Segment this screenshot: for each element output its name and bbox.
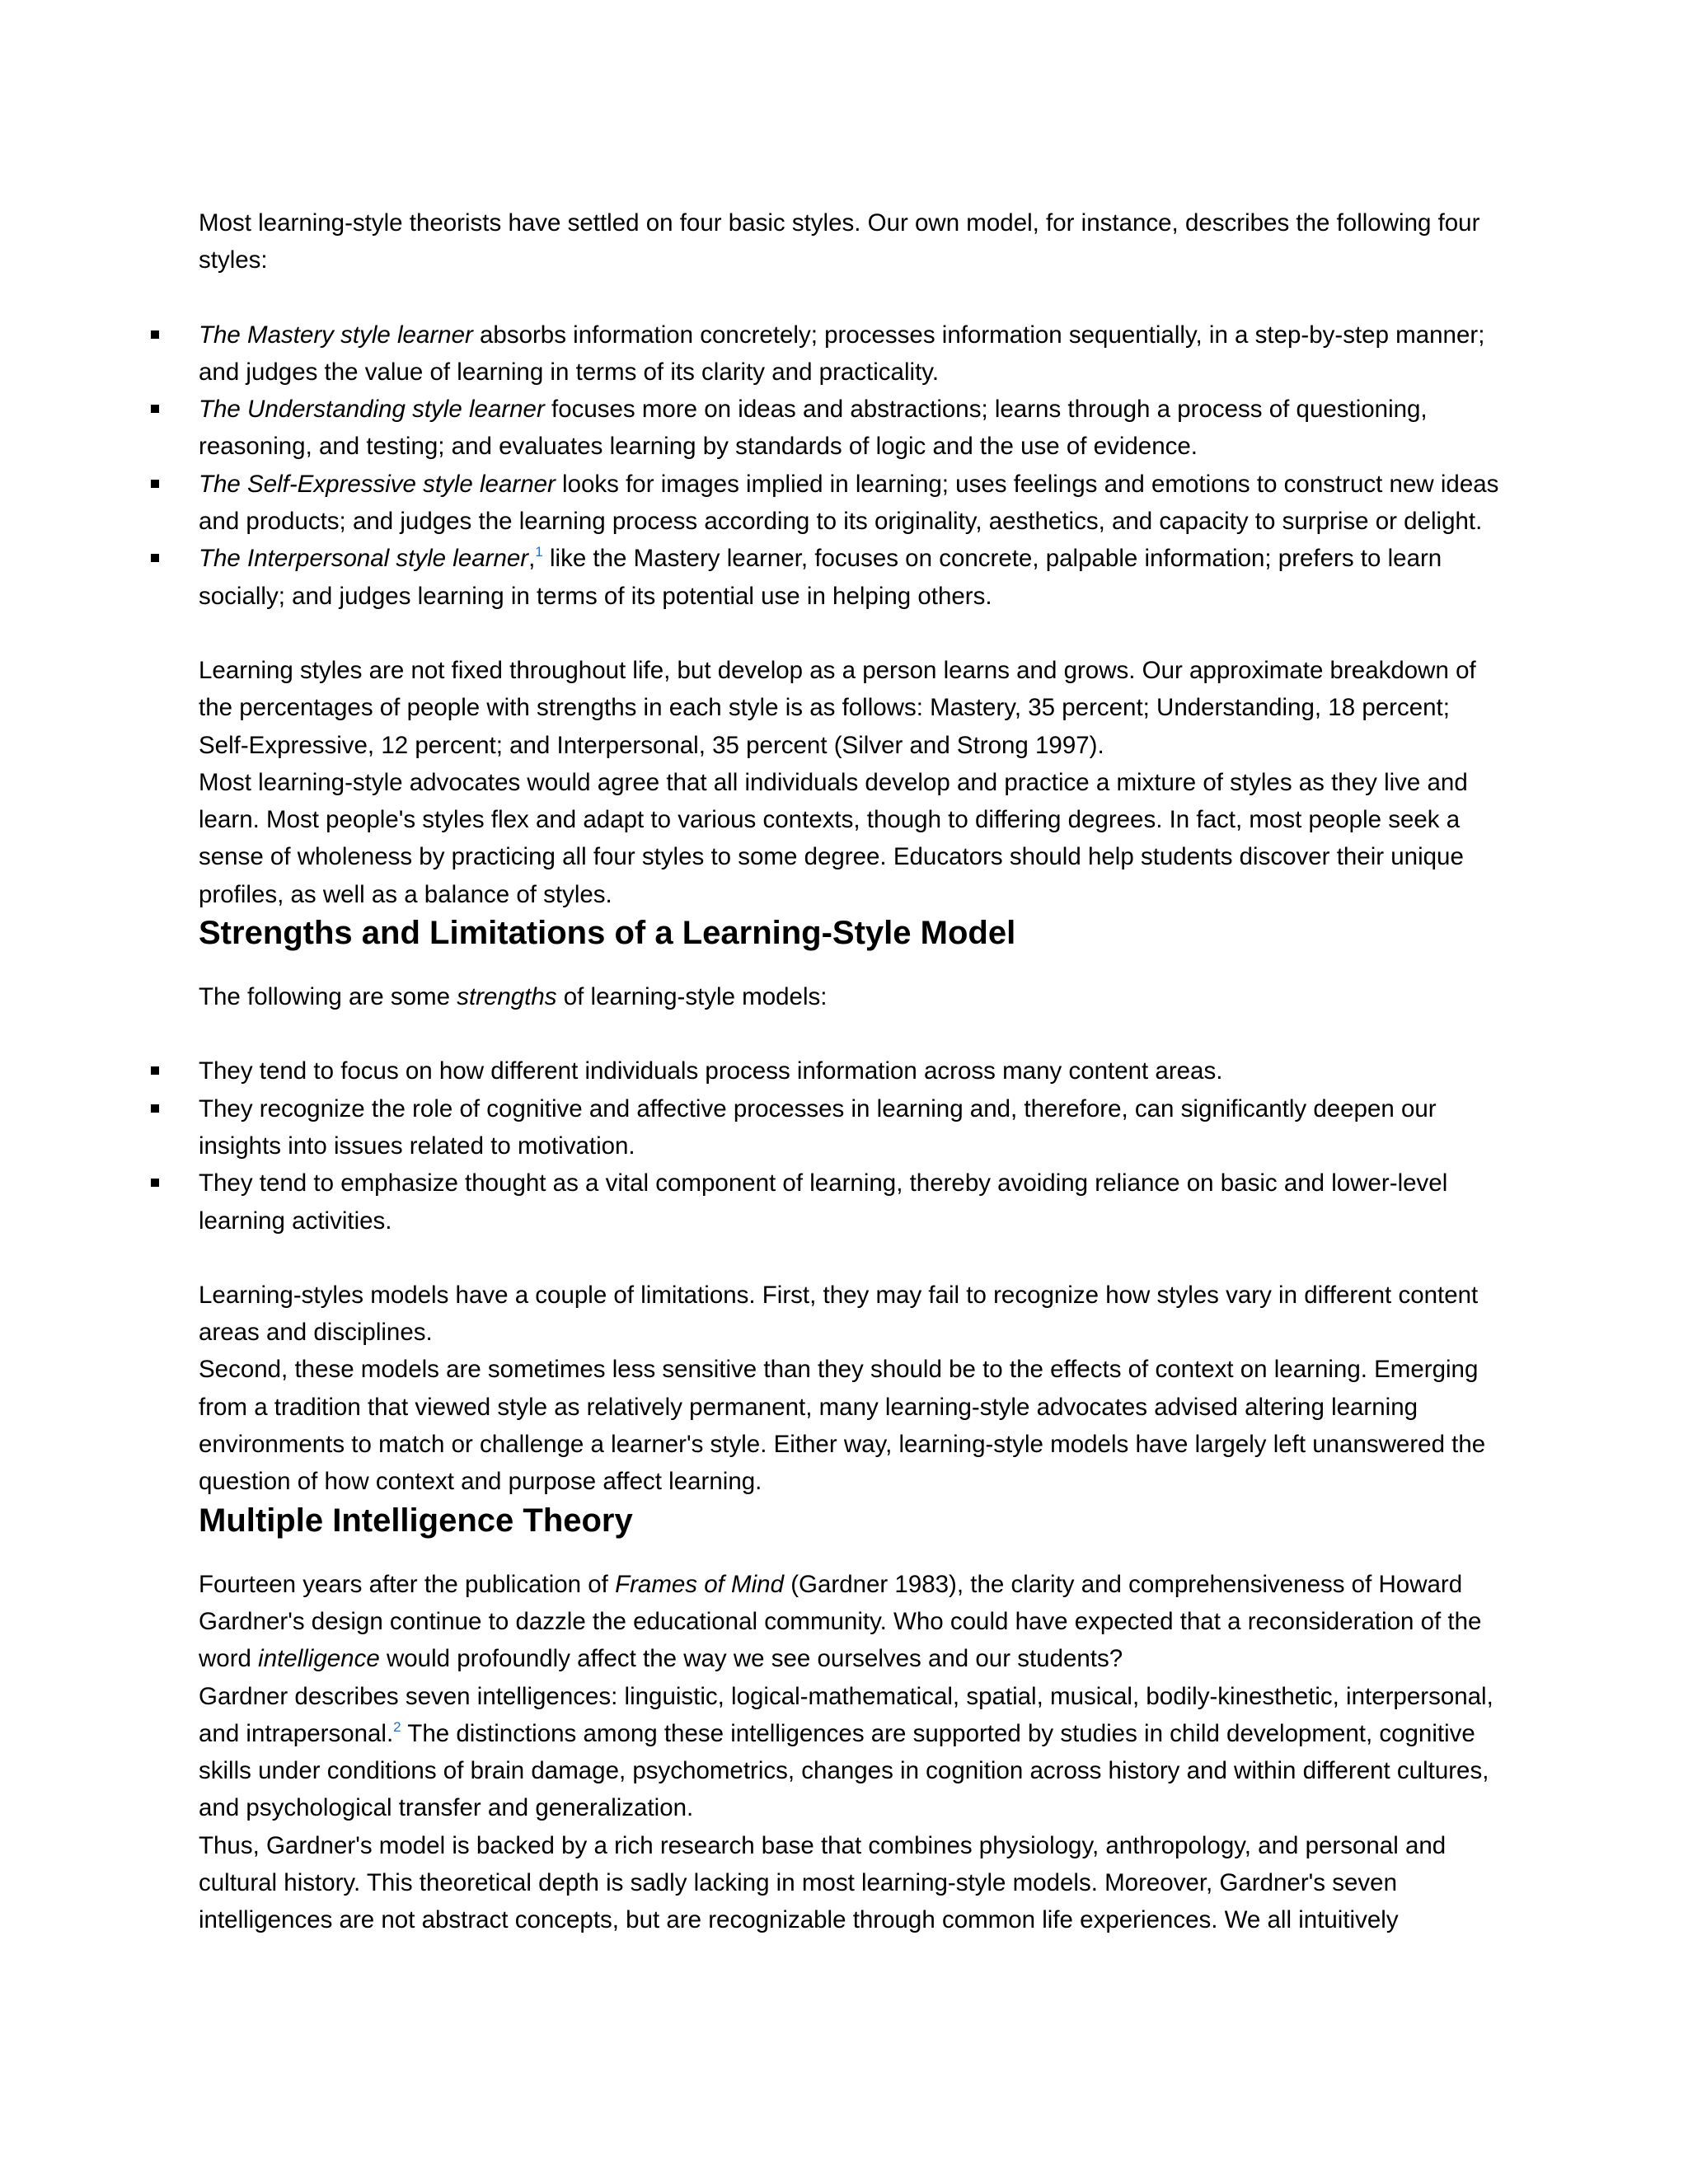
square-bullet-icon	[151, 480, 159, 488]
square-bullet-icon	[151, 405, 159, 413]
section-heading-strengths: Strengths and Limitations of a Learning-Style Model	[199, 915, 1016, 952]
list-item: The Mastery style learner absorbs information concretely; processes information sequentially, in a step-by-step manner; and judges the value of learning in terms of its clarity and practicality.	[199, 316, 1501, 391]
styles-list	[199, 316, 1501, 615]
limitations-paragraph: Learning-styles models have a couple of limitations. First, they may fail to recognize how styles vary in different content areas and disciplines.	[199, 1281, 1479, 1347]
style-term: The Mastery style learner	[199, 321, 473, 349]
footnote-link-2[interactable]: 2	[393, 1718, 401, 1735]
style-term: The Self-Expressive style learner	[199, 470, 556, 498]
document-body	[199, 204, 1501, 1939]
list-item: The Self-Expressive style learner looks for images implied in learning; uses feelings and emotions to construct new ideas and products; and judges the learning process according to its originality, aesthetics, and capacity to surprise or delight.	[199, 466, 1501, 541]
square-bullet-icon	[151, 554, 159, 562]
list-item: They recognize the role of cognitive and affective processes in learning and, therefore, can significantly deepen our insights into issues related to motivation.	[199, 1090, 1501, 1165]
square-bullet-icon	[151, 1179, 159, 1187]
mi-paragraph-1: Fourteen years after the publication of Frames of Mind (Gardner 1983), the clarity and comprehensiveness of Howard Gardner's design continue to dazzle the educational community. Who could have expected that a reconsideration of the word intelligence would profoundly affect the way we see ourselves and our students?	[199, 1570, 1482, 1673]
list-item: They tend to focus on how different individuals process information across many content areas.	[199, 1052, 1501, 1090]
mixture-paragraph: Most learning-style advocates would agree that all individuals develop and practice a mixture of styles as they live and learn. Most people's styles flex and adapt to various contexts, though to differing degrees. In fact, most people seek a sense of wholeness by practicing all four styles to some degree. Educators should help students discover their unique profiles, as well as a balance of styles.	[199, 768, 1468, 908]
mi-paragraph-3: Thus, Gardner's model is backed by a rich research base that combines physiology, anthropology, and personal and cultural history. This theoretical depth is sadly lacking in most learning-style models. Moreover, Gardner's seven intelligences are not abstract concepts, but are recognizable through common life experiences. We all intuitively	[199, 1831, 1447, 1934]
square-bullet-icon	[151, 1104, 159, 1113]
strengths-intro: The following are some strengths of learning-style models:	[199, 983, 828, 1011]
section-heading-multiple-intelligence: Multiple Intelligence Theory	[199, 1502, 633, 1539]
mi-paragraph-2: Gardner describes seven intelligences: linguistic, logical-mathematical, spatial, musical, bodily-kinesthetic, interpersonal, and intrapersonal.$^2$ The distinctions among these intelligences are supported by studies in child development, cognitive skills under conditions of brain damage, psychometrics, changes in cognition across history and within different cultures, and psychological transfer and generalization.	[199, 1682, 1493, 1822]
second-limitation-paragraph: Second, these models are sometimes less sensitive than they should be to the effects of context on learning. Emerging from a tradition that viewed style as relatively permanent, many learning-style advocates advised altering learning environments to match or challenge a learner's style. Either way, learning-style models have largely left unanswered the question of how context and purpose affect learning.	[199, 1356, 1486, 1496]
footnote-link-1[interactable]: 1	[535, 544, 543, 560]
list-item: They tend to emphasize thought as a vital component of learning, thereby avoiding reliance on basic and lower-level learning activities.	[199, 1165, 1501, 1240]
style-term: The Interpersonal style learner	[199, 545, 529, 573]
style-term: The Understanding style learner	[199, 396, 545, 424]
square-bullet-icon	[151, 330, 159, 339]
strengths-list	[199, 1052, 1501, 1239]
intro-paragraph: Most learning-style theorists have settled on four basic styles. Our own model, for instance, describes the following four styles:	[199, 209, 1480, 274]
breakdown-paragraph: Learning styles are not fixed throughout life, but develop as a person learns and grows. Our approximate breakdown of the percentages of people with strengths in each style is as follows: Mastery, 35 percent; Understanding, 18 percent; Self-Expressive, 12 percent; and Interpersonal, 35 percent (Silver and Strong 1997).	[199, 656, 1476, 759]
list-item: The Understanding style learner focuses more on ideas and abstractions; learns through a process of questioning, reasoning, and testing; and evaluates learning by standards of logic and the use of evidence.	[199, 391, 1501, 466]
square-bullet-icon	[151, 1066, 159, 1075]
list-item: The Interpersonal style learner,$^1$ like the Mastery learner, focuses on concrete, palpable information; prefers to learn socially; and judges learning in terms of its potential use in helping others.	[199, 540, 1501, 615]
